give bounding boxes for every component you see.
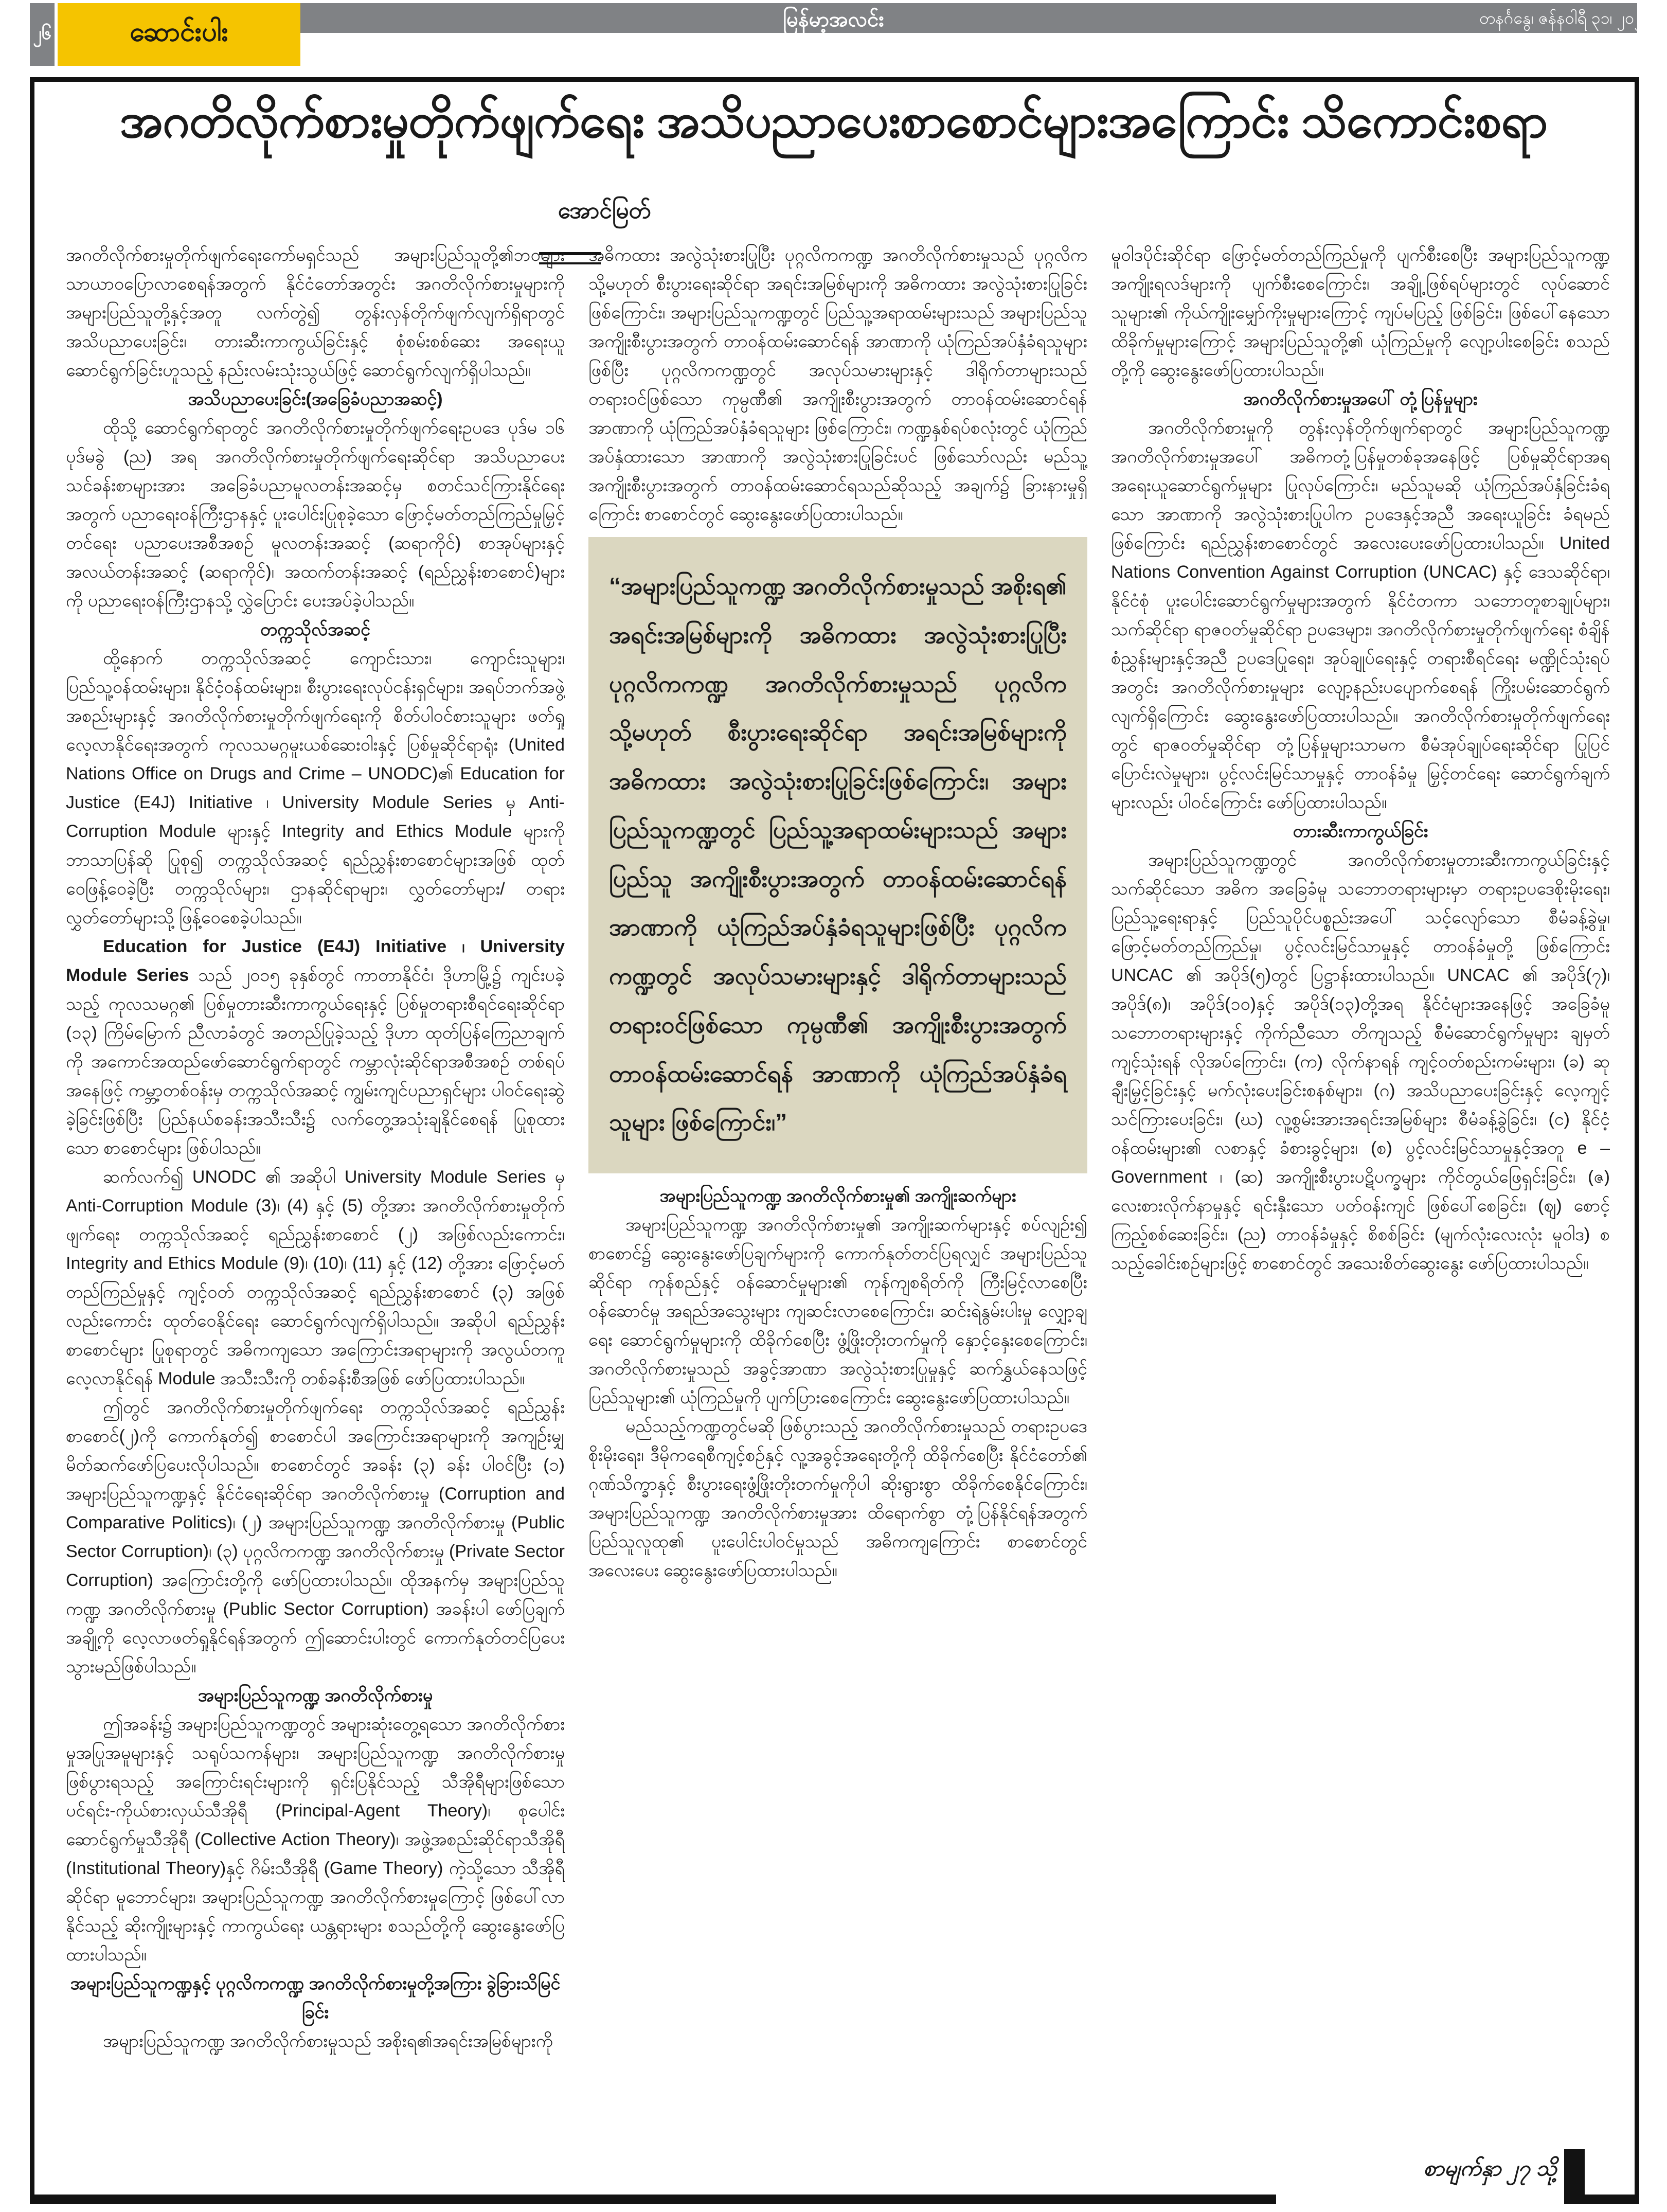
paragraph: အဂတိလိုက်စားမှုတိုက်ဖျက်ရေးကော်မရှင်သည် အများပြည်သူတို့၏ဘဝများ သာယာဝပြောလာစေရန်အတွက် နိုင်ငံတော်အတွင်း အဂတိလိုက်စားမှုများကို အများပြည်သူတို့နှင့်အတူ လက်တွဲ၍ တွန်းလှန်တိုက်ဖျက်လျက်ရှိရာတွင် အသိပညာပေးခြင်း၊ တားဆီးကာကွယ်ခြင်းနှင့် စုံစမ်းစစ်ဆေး အရေးယူ ဆောင်ရွက်ခြင်းဟူသည့် နည်းလမ်းသုံးသွယ်ဖြင့် ဆောင်ရွက်လျက်ရှိပါသည်။ [66, 245, 565, 380]
pull-quote: “အများပြည်သူကဏ္ဍ အဂတိလိုက်စားမှုသည် အစိုးရ၏ အရင်းအမြစ်များကို အဓိကထား အလွဲသုံးစားပြုပြီး ပုဂ္ဂလိကကဏ္ဍ အဂတိလိုက်စားမှုသည် ပုဂ္ဂလိက သို့မဟုတ် စီးပွားရေးဆိုင်ရာ အရင်းအမြစ်များကို အဓိကထား အလွဲသုံးစားပြုခြင်းဖြစ်ကြောင်း၊ အများပြည်သူကဏ္ဍတွင် ပြည်သူ့အရာထမ်းများသည် အများပြည်သူ အကျိုးစီးပွားအတွက် တာဝန်ထမ်းဆောင်ရန် အာဏာကို ယုံကြည်အပ်နှံခံရသူများဖြစ်ပြီး ပုဂ္ဂလိကကဏ္ဍတွင် အလုပ်သမားများနှင့် ဒါရိုက်တာများသည် တရားဝင်ဖြစ်သော ကုမ္ပဏီ၏ အကျိုးစီးပွားအတွက် တာဝန်ထမ်းဆောင်ရန် အာဏာကို ယုံကြည်အပ်နှံခံရသူများ ဖြစ်ကြောင်း၊” [588, 537, 1087, 1173]
continuation-notch [1564, 2149, 1585, 2204]
section-heading: အသိပညာပေးခြင်း(အခြေခံပညာအဆင့်) [188, 389, 443, 409]
column-2 [588, 241, 1087, 2181]
article-headline: အဂတိလိုက်စားမှုတိုက်ဖျက်ရေး အသိပညာပေးစာစောင်များအကြောင်း သိကောင်းစရာ [119, 95, 1548, 147]
section-heading: အများပြည်သူကဏ္ဍနှင့် ပုဂ္ဂလိကကဏ္ဍ အဂတိလိုက်စားမှုတို့အကြား ခွဲခြားသိမြင်ခြင်း [70, 1974, 561, 2022]
paragraph: အဓိကထား အလွဲသုံးစားပြုပြီး ပုဂ္ဂလိကကဏ္ဍ အဂတိလိုက်စားမှုသည် ပုဂ္ဂလိက သို့မဟုတ် စီးပွားရေးဆိုင်ရာ အရင်းအမြစ်များကို အဓိကထား အလွဲသုံးစားပြုခြင်းဖြစ်ကြောင်း၊ အများပြည်သူကဏ္ဍတွင် ပြည်သူ့အရာထမ်းများသည် အများပြည်သူအကျိုးစီးပွားအတွက် တာဝန်ထမ်းဆောင်ရန် အာဏာကို ယုံကြည်အပ်နှံခံရသူများဖြစ်ပြီး ပုဂ္ဂလိကကဏ္ဍတွင် အလုပ်သမားများနှင့် ဒါရိုက်တာများသည် တရားဝင်ဖြစ်သော ကုမ္ပဏီ၏ အကျိုးစီးပွားအတွက် တာဝန်ထမ်းဆောင်ရန် အာဏာကို ယုံကြည်အပ်နှံခံရသူများ ဖြစ်ကြောင်း၊ ကဏ္ဍနှစ်ရပ်စလုံးတွင် ယုံကြည်အပ်နှံထားသော အာဏာကို အလွဲသုံးစားပြုခြင်းပင် ဖြစ်သော်လည်း မည်သူ့အကျိုးစီးပွားအတွက် တာဝန်ထမ်းဆောင်ရသည်ဆိုသည့် အချက်၌ ခြားနားမှုရှိကြောင်း စာစောင်တွင် ဆွေးနွေးဖော်ပြထားပါသည်။ [588, 245, 1087, 524]
paragraph: ဆက်လက်၍ UNODC ၏ အဆိုပါ University Module Series မှ Anti-Corruption Module (3)၊ (4) နှင့် (5) တို့အား အဂတိလိုက်စားမှုတိုက်ဖျက်ရေး တက္ကသိုလ်အဆင့် ရည်ညွှန်းစာစောင် (၂) အဖြစ်လည်းကောင်း၊ Integrity and Ethics Module (9)၊ (10)၊ (11) နှင့် (12) တို့အား ဖြောင့်မတ်တည်ကြည်မှုနှင့် ကျင့်ဝတ် တက္ကသိုလ်အဆင့် ရည်ညွှန်းစာစောင် (၃) အဖြစ်လည်းကောင်း ထုတ်ဝေနိုင်ရေး ဆောင်ရွက်လျက်ရှိပါသည်။ အဆိုပါ ရည်ညွှန်းစာစောင်များ ပြုစုရာတွင် အဓိကကျသော အကြောင်းအရာများကို အလွယ်တကူ လေ့လာနိုင်ရန် Module အသီးသီးကို တစ်ခန်းစီအဖြစ် ဖော်ပြထားပါသည်။ [66, 1167, 565, 1388]
paragraph: ထိုသို့ ဆောင်ရွက်ရာတွင် အဂတိလိုက်စားမှုတိုက်ဖျက်ရေးဥပဒေ ပုဒ်မ ၁၆ ပုဒ်မခွဲ (ည) အရ အဂတိလိုက်စားမှုတိုက်ဖျက်ရေးဆိုင်ရာ အသိပညာပေး သင်ခန်းစာများအား အခြေခံပညာမူလတန်းအဆင့်မှ စတင်သင်ကြားနိုင်ရေးအတွက် ပညာရေးဝန်ကြီးဌာနနှင့် ပူးပေါင်းပြုစုခဲ့သော ဖြောင့်မတ်တည်ကြည်မှုမြှင့်တင်ရေး ပညာပေးအစီအစဉ် မူလတန်းအဆင့် (ဆရာကိုင်) စာအုပ်များနှင့် အလယ်တန်းအဆင့် (ဆရာကိုင်)၊ အထက်တန်းအဆင့် (ရည်ညွှန်းစာစောင်)များကို ပညာရေးဝန်ကြီးဌာနသို့ လွှဲပြောင်း ပေးအပ်ခဲ့ပါသည်။ [66, 418, 565, 611]
section-heading: တက္ကသိုလ်အဆင့် [260, 620, 371, 639]
masthead-title: မြန်မာ့အလင်း [783, 8, 884, 31]
paragraph: အများပြည်သူကဏ္ဍ အဂတိလိုက်စားမှုသည် အစိုးရ၏အရင်းအမြစ်များကို [103, 2031, 553, 2051]
paragraph: အဂတိလိုက်စားမှုကို တွန်းလှန်တိုက်ဖျက်ရာတွင် အများပြည်သူကဏ္ဍ အဂတိလိုက်စားမှုအပေါ် အဓိကတုံ့ပြန်မှုတစ်ခုအနေဖြင့် ပြစ်မှုဆိုင်ရာအရ အရေးယူဆောင်ရွက်မှုများ ပြုလုပ်ကြောင်း၊ မည်သူမဆို ယုံကြည်အပ်နှံခြင်းခံရသော အာဏာကို အလွဲသုံးစားပြုပါက ဥပဒေနှင့်အညီ အရေးယူခြင်း ခံရမည်ဖြစ်ကြောင်း ရည်ညွှန်းစာစောင်တွင် အလေးပေးဖော်ပြထားပါသည်။ United Nations Convention Against Corruption (UNCAC) နှင့် ဒေသဆိုင်ရာ၊ နိုင်ငံစုံ ပူးပေါင်းဆောင်ရွက်မှုများအတွက် နိုင်ငံတကာ သဘောတူစာချုပ်များ၊ သက်ဆိုင်ရာ ရာဇဝတ်မှုဆိုင်ရာ ဥပဒေများ၊ အဂတိလိုက်စားမှုတိုက်ဖျက်ရေး စံချိန်စံညွှန်းများနှင့်အညီ ဥပဒေပြုရေး၊ အုပ်ချုပ်ရေးနှင့် တရားစီရင်ရေး မဏ္ဍိုင်သုံးရပ်အတွင်း အဂတိလိုက်စားမှုများ လျော့နည်းပပျောက်စေရန် ကြိုးပမ်းဆောင်ရွက်လျက်ရှိကြောင်း ဆွေးနွေးဖော်ပြထားပါသည်။ အဂတိလိုက်စားမှုတိုက်ဖျက်ရေးတွင် ရာဇဝတ်မှုဆိုင်ရာ တုံ့ပြန်မှုများသာမက စီမံအုပ်ချုပ်ရေးဆိုင်ရာ ပြုပြင်ပြောင်းလဲမှုများ၊ ပွင့်လင်းမြင်သာမှုနှင့် တာဝန်ခံမှု မြှင့်တင်ရေး ဆောင်ရွက်ချက်များလည်း ပါဝင်ကြောင်း ဖော်ပြထားပါသည်။ [1111, 418, 1610, 812]
column-1 [66, 241, 565, 2181]
continuation-notice: စာမျက်နှာ ၂၇ သို့ [1423, 2156, 1557, 2180]
paragraph: ဤတွင် အဂတိလိုက်စားမှုတိုက်ဖျက်ရေး တက္ကသိုလ်အဆင့် ရည်ညွှန်းစာစောင်(၂)ကို ကောက်နုတ်၍ စာစောင်ပါ အကြောင်းအရာများကို အကျဉ်းမျှ မိတ်ဆက်ဖော်ပြပေးလိုပါသည်။ စာစောင်တွင် အခန်း (၃) ခန်း ပါဝင်ပြီး (၁) အများပြည်သူကဏ္ဍနှင့် နိုင်ငံရေးဆိုင်ရာ အဂတိလိုက်စားမှု (Corruption and Comparative Politics)၊ (၂) အများပြည်သူကဏ္ဍ အဂတိလိုက်စားမှု (Public Sector Corruption)၊ (၃) ပုဂ္ဂလိကကဏ္ဍ အဂတိလိုက်စားမှု (Private Sector Corruption) အကြောင်းတို့ကို ဖော်ပြထားပါသည်။ ထိုအနက်မှ အများပြည်သူကဏ္ဍ အဂတိလိုက်စားမှု (Public Sector Corruption) အခန်းပါ ဖော်ပြချက်အချို့ကို လေ့လာဖတ်ရှုနိုင်ရန်အတွက် ဤဆောင်းပါးတွင် ကောက်နုတ်တင်ပြပေးသွားမည်ဖြစ်ပါသည်။ [66, 1398, 565, 1676]
paragraph: ဤအခန်း၌ အများပြည်သူကဏ္ဍတွင် အများဆုံးတွေ့ရသော အဂတိလိုက်စားမှုအပြုအမူများနှင့် သရုပ်သကန်များ၊ အများပြည်သူကဏ္ဍ အဂတိလိုက်စားမှု ဖြစ်ပွားရသည့် အကြောင်းရင်းများကို ရှင်းပြနိုင်သည့် သီအိုရီများဖြစ်သော ပင်ရင်း-ကိုယ်စားလှယ်သီအိုရီ (Principal-Agent Theory)၊ စုပေါင်းဆောင်ရွက်မှုသီအိုရီ (Collective Action Theory)၊ အဖွဲ့အစည်းဆိုင်ရာသီအိုရီ (Institutional Theory)နှင့် ဂိမ်းသီအိုရီ (Game Theory) ကဲ့သို့သော သီအိုရီဆိုင်ရာ မူဘောင်များ၊ အများပြည်သူကဏ္ဍ အဂတိလိုက်စားမှုကြောင့် ဖြစ်ပေါ်လာနိုင်သည့် ဆိုးကျိုးများနှင့် ကာကွယ်ရေး ယန္တရားများ စသည်တို့ကို ဆွေးနွေးဖော်ပြထားပါသည်။ [66, 1715, 565, 1965]
paragraph: မည်သည့်ကဏ္ဍတွင်မဆို ဖြစ်ပွားသည့် အဂတိလိုက်စားမှုသည် တရားဥပဒေစိုးမိုးရေး၊ ဒီမိုကရေစီကျင့်စဉ်နှင့် လူ့အခွင့်အရေးတို့ကို ထိခိုက်စေပြီး နိုင်ငံတော်၏ ဂုဏ်သိက္ခာနှင့် စီးပွားရေးဖွံ့ဖြိုးတိုးတက်မှုကိုပါ ဆိုးရွားစွာ ထိခိုက်စေနိုင်ကြောင်း၊ အများပြည်သူကဏ္ဍ အဂတိလိုက်စားမှုအား ထိရောက်စွာ တုံ့ပြန်နိုင်ရန်အတွက် ပြည်သူလူထု၏ ပူးပေါင်းပါဝင်မှုသည် အဓိကကျကြောင်း စာစောင်တွင် အလေးပေး ဆွေးနွေးဖော်ပြထားပါသည်။ [588, 1417, 1087, 1580]
body-columns [66, 241, 1610, 2181]
issue-date: တနင်္ဂနွေ၊ ဇန်နဝါရီ ၃၁၊ ၂၀၂၁ [1479, 9, 1652, 27]
byline: အောင်မြတ် [558, 198, 651, 223]
paragraph: ထို့နောက် တက္ကသိုလ်အဆင့် ကျောင်းသား၊ ကျောင်းသူများ၊ ပြည်သူ့ဝန်ထမ်းများ၊ နိုင်ငံ့ဝန်ထမ်းများ၊ စီးပွားရေးလုပ်ငန်းရှင်များ၊ အရပ်ဘက်အဖွဲ့အစည်းများနှင့် အဂတိလိုက်စားမှုတိုက်ဖျက်ရေးကို စိတ်ပါဝင်စားသူများ ဖတ်ရှုလေ့လာနိုင်ရေးအတွက် ကုလသမဂ္ဂမူးယစ်ဆေးဝါးနှင့် ပြစ်မှုဆိုင်ရာရုံး (United Nations Office on Drugs and Crime – UNODC)၏ Education for Justice (E4J) Initiative ၊ University Module Series မှ Anti-Corruption Module များနှင့် Integrity and Ethics Module များကို ဘာသာပြန်ဆို ပြုစု၍ တက္ကသိုလ်အဆင့် ရည်ညွှန်းစာစောင်များအဖြစ် ထုတ်ဝေဖြန့်ဝေခဲ့ပြီး တက္ကသိုလ်များ၊ ဌာနဆိုင်ရာများ၊ လွှတ်တော်များ/ တရားလွှတ်တော်များသို့ ဖြန့်ဝေစေခဲ့ပါသည်။ [66, 649, 565, 927]
section-label: ဆောင်းပါး [130, 17, 228, 47]
section-heading: အများပြည်သူကဏ္ဍ အဂတိလိုက်စားမှု၏ အကျိုးဆက်များ [659, 1186, 1016, 1206]
column-3 [1111, 241, 1610, 2181]
paragraph: မူဝါဒပိုင်းဆိုင်ရာ ဖြောင့်မတ်တည်ကြည်မှုကို ပျက်စီးစေပြီး အများပြည်သူကဏ္ဍ အကျိုးရလဒ်များကို ပျက်စီးစေကြောင်း၊ အချို့ဖြစ်ရပ်များတွင် လုပ်ဆောင်သူများ၏ ကိုယ်ကျိုးမျှော်ကိုးမှုများကြောင့် ကျပ်မပြည့် ဖြစ်ခြင်း၊ ဖြစ်ပေါ်နေသော ထိခိုက်မှုများကြောင့် အများပြည်သူတို့၏ ယုံကြည်မှုကို လျော့ပါးစေခြင်း စသည်တို့ကို ဆွေးနွေးဖော်ပြထားပါသည်။ [1111, 245, 1610, 380]
paragraph: အများပြည်သူကဏ္ဍ အဂတိလိုက်စားမှု၏ အကျိုးဆက်များနှင့် စပ်လျဉ်း၍ စာစောင်၌ ဆွေးနွေးဖော်ပြချက်များကို ကောက်နုတ်တင်ပြရလျှင် အများပြည်သူဆိုင်ရာ ကုန်စည်နှင့် ဝန်ဆောင်မှုများ၏ ကုန်ကျစရိတ်ကို ကြီးမြင့်လာစေပြီး ဝန်ဆောင်မှု အရည်အသွေးများ ကျဆင်းလာစေကြောင်း၊ ဆင်းရဲနွမ်းပါးမှု လျှော့ချရေး ဆောင်ရွက်မှုများကို ထိခိုက်စေပြီး ဖွံ့ဖြိုးတိုးတက်မှုကို နှောင့်နှေးစေကြောင်း၊ အဂတိလိုက်စားမှုသည် အခွင့်အာဏာ အလွဲသုံးစားပြုမှုနှင့် ဆက်နွှယ်နေသဖြင့် ပြည်သူများ၏ ယုံကြည်မှုကို ပျက်ပြားစေကြောင်း ဆွေးနွေးဖော်ပြထားပါသည်။ [588, 1215, 1087, 1407]
paragraph: Education for Justice (E4J) Initiative ၊ University Module Series သည် ၂၀၁၅ ခုနှစ်တွင် ကာတာနိုင်ငံ၊ ဒိုဟာမြို့၌ ကျင်းပခဲ့သည့် ကုလသမဂ္ဂ၏ ပြစ်မှုတားဆီးကာကွယ်ရေးနှင့် ပြစ်မှုတရားစီရင်ရေးဆိုင်ရာ (၁၃) ကြိမ်မြောက် ညီလာခံတွင် အတည်ပြုခဲ့သည့် ဒိုဟာ ထုတ်ပြန်ကြေညာချက်ကို အကောင်အထည်ဖော်ဆောင်ရွက်ရာတွင် ကမ္ဘာလုံးဆိုင်ရာအစီအစဉ် တစ်ရပ်အနေဖြင့် ကမ္ဘာ့တစ်ဝန်းမှ တက္ကသိုလ်အဆင့် ကျွမ်းကျင်ပညာရှင်များ ပါဝင်ရေးဆွဲခဲ့ခြင်းဖြစ်ပြီး ပြည်နယ်စခန်းအသီးသီး၌ လက်တွေ့အသုံးချနိုင်စေရန် ပြုစုထားသော စာစောင်များ ဖြစ်ပါသည်။ [66, 937, 565, 1158]
paragraph: အများပြည်သူကဏ္ဍတွင် အဂတိလိုက်စားမှုတားဆီးကာကွယ်ခြင်းနှင့် သက်ဆိုင်သော အဓိက အခြေခံမူ သဘောတရားများမှာ တရားဥပဒေစိုးမိုးရေး၊ ပြည်သူ့ရေးရာနှင့် ပြည်သူပိုင်ပစ္စည်းအပေါ် သင့်လျော်သော စီမံခန့်ခွဲမှု၊ ဖြောင့်မတ်တည်ကြည်မှု၊ ပွင့်လင်းမြင်သာမှုနှင့် တာဝန်ခံမှုတို့ ဖြစ်ကြောင်း UNCAC ၏ အပိုဒ်(၅)တွင် ပြဋ္ဌာန်းထားပါသည်။ UNCAC ၏ အပိုဒ်(၇)၊ အပိုဒ်(၈)၊ အပိုဒ်(၁၀)နှင့် အပိုဒ်(၁၃)တို့အရ နိုင်ငံများအနေဖြင့် အခြေခံမူ သဘောတရားများနှင့် ကိုက်ညီသော တိကျသည့် စီမံဆောင်ရွက်မှုများ ချမှတ်ကျင့်သုံးရန် လိုအပ်ကြောင်း၊ (က) လိုက်နာရန် ကျင့်ဝတ်စည်းကမ်းများ၊ (ခ) ဆုချီးမြှင့်ခြင်းနှင့် မက်လုံးပေးခြင်းစနစ်များ၊ (ဂ) အသိပညာပေးခြင်းနှင့် လေ့ကျင့်သင်ကြားပေးခြင်း၊ (ဃ) လူ့စွမ်းအားအရင်းအမြစ်များ စီမံခန့်ခွဲခြင်း၊ (င) နိုင်ငံ့ဝန်ထမ်းများ၏ လစာနှင့် ခံစားခွင့်များ၊ (စ) ပွင့်လင်းမြင်သာမှုနှင့်အတူ e –Government ၊ (ဆ) အကျိုးစီးပွားပဋိပက္ခများ ကိုင်တွယ်ဖြေရှင်းခြင်း၊ (ဇ) လေးစားလိုက်နာမှုနှင့် ရင်းနှီးသော ပတ်ဝန်းကျင် ဖြစ်ပေါ်စေခြင်း၊ (ဈ) စောင့်ကြည့်စစ်ဆေးခြင်း၊ (ည) တာဝန်ခံမှုနှင့် စိစစ်ခြင်း (မျက်လုံးလေးလုံး မူဝါဒ) စသည့်ခေါင်းစဉ်များဖြင့် စာစောင်တွင် အသေးစိတ်ဆွေးနွေး ဖော်ပြထားပါသည်။ [1111, 850, 1610, 1273]
section-heading: အဂတိလိုက်စားမှုအပေါ် တုံ့ပြန်မှုများ [1243, 389, 1478, 409]
page-number: ၂၆ [33, 23, 51, 43]
section-heading: အများပြည်သူကဏ္ဍ အဂတိလိုက်စားမှု [198, 1686, 433, 1705]
section-heading: တားဆီးကာကွယ်ခြင်း [1293, 822, 1428, 841]
continuation-gap [1276, 2195, 1564, 2205]
